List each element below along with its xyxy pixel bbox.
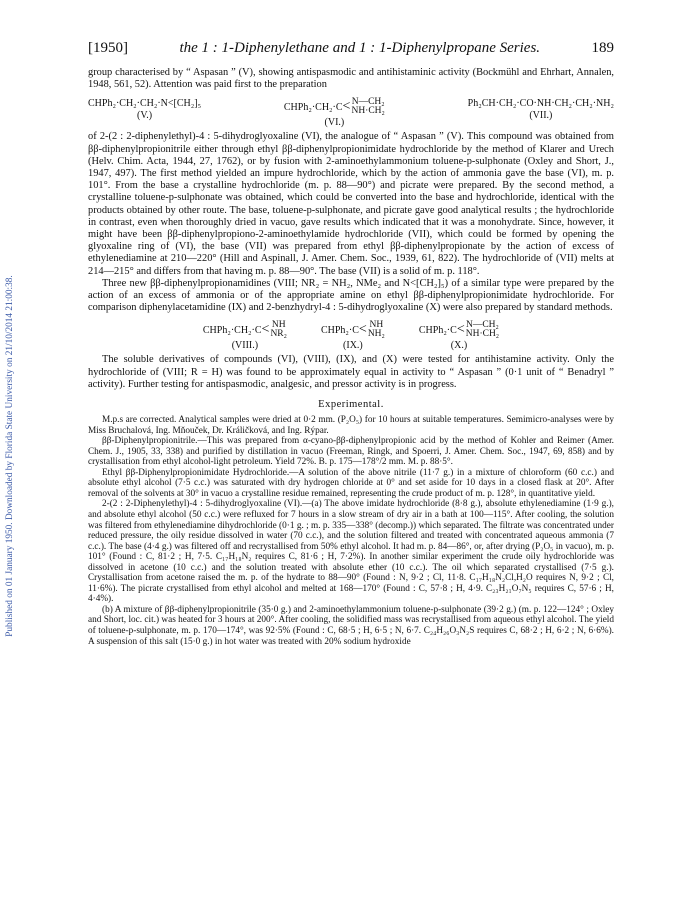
intro-paragraph: group characterised by “ Aspasan ” (V), showing antispasmodic and antihistaminic activity (Bockmühl and Ehrhart, Annalen, 1948, 561, 52). Attention was paid first to the preparation [88, 67, 614, 91]
formula-vi-upper: N—CH₂ [351, 97, 385, 108]
exp-paragraph-glyoxaline-a: 2-(2 : 2-Diphenylethyl)-4 : 5-dihydroglyoxaline (VI).—(a) The above imidate hydrochloride (8·8 g.), absolute ethylenediamine (1·9 g.), and absolute ethyl alcohol (50 c.c.) were refluxed for 7 hours in a slow stream of dry air in a bath at 100—115°. After cooling, the solution was filtered from ethylenediamine dihydrochloride (0·1 g. ; m. p. 335—338° (decomp.)) which separated. The filtrate was concentrated under reduced pressure, the oily residue dissolved in water (70 c.c.), and the solution filtered and treated with concentrated aqueous ammonia (7 c.c.). The base (4·4 g.) was filtered off and recrystallised from 50% ethyl alcohol. It had m. p. 84—86°, or, after drying (P₂O₅ in vacuo), m. p. 101° (Found : C, 81·2 ; H, 7·5. C₁₇H₁₈N₂ requires C, 81·6 ; H, 7·2%). In another similar experiment the crude oily hydrochloride was dissolved in acetone (10 c.c.) and the solution treated with absolute ether (10 c.c.). The oil which separated crystallised (7·5 g.). Crystallisation from acetone raised the m. p. of the hydrate to 88—90° (Found : N, 9·2 ; Cl, 11·8. C₁₇H₁₈N₂Cl,H₂O requires N, 9·2 ; Cl, 11·6%). The picrate crystallised from ethyl alcohol and melted at 168—170° (Found : C, 57·8 ; H, 4·9. C₂₃H₂₁O₇N₅ requires C, 57·6 ; H, 4·4%). [88, 499, 614, 605]
formula-vi-label: (VI.) [324, 117, 345, 129]
formula-ix: CHPh₂·C < NH NH₂ (IX.) [320, 320, 385, 352]
exp-paragraph-nitrile: ββ-Diphenylpropionitrile.—This was prepared from α-cyano-ββ-diphenylpropionic acid by the method of Kohler and Reimer (Amer. Chem. J., 1905, 33, 338) and purified by distillation in vacuo (Freeman, Ringk, and Spoerri, J. Amer. Chem. Soc., 1947, 69, 858) and by crystallisation from ethyl alcohol-light petroleum. Yield 72%. B. p. 175—178°/2 mm. M. p. 88·5°. [88, 436, 614, 468]
formula-x-upper: N—CH₂ [465, 320, 499, 331]
body-paragraph-3: The soluble derivatives of compounds (VI), (VIII), (IX), and (X) were tested for antihistamine activity. Only the hydrochloride of (VIII; R = H) was found to be approximately equal in activity to “ Aspasan ” (0·1 unit of “ Benadryl ” activity). Further testing for antispasmodic, analgesic, and pressor activity is in progress. [88, 354, 614, 390]
formula-vi: CHPh₂·CH₂·C < N—CH₂ NH·CH₂ (VI.) [283, 97, 385, 129]
formula-ix-upper: NH [369, 320, 384, 331]
formula-ix-label: (IX.) [343, 340, 363, 352]
formula-row-2 [88, 321, 614, 351]
formula-viii-lower: NR₂ [270, 329, 287, 340]
formula-vii [468, 98, 614, 121]
formula-x-label: (X.) [450, 340, 468, 352]
formula-v [88, 98, 201, 121]
formula-viii-upper: NH [271, 320, 286, 331]
exp-paragraph-general: M.p.s are corrected. Analytical samples were dried at 0·2 mm. (P₂O₅) for 10 hours at suitable temperatures. Semimicro-analyses were by Miss Bruchalová, Ing. Mňouček, Dr. Králičková, and Ing. Rýpar. [88, 415, 614, 436]
formula-viii-label: (VIII.) [231, 340, 259, 352]
exp-paragraph-imidate: Ethyl ββ-Diphenylpropionimidate Hydrochloride.—A solution of the above nitrile (11·7 g.) in a mixture of chloroform (60 c.c.) and absolute ethyl alcohol (7·5 c.c.) was saturated with dry hydrogen chloride at 0° and set aside for 10 days in a closed flask at 20°. After removal of the solvents at 30° in vacuo a crystalline residue remained, representing the crude product of m. p. 128°, in quantitative yield. [88, 467, 614, 499]
download-notice-text: Published on 01 January 1950. Downloaded by Florida State University on 21/10/2014 21:00:38. [5, 275, 15, 637]
body-paragraph-1: of 2-(2 : 2-diphenylethyl)-4 : 5-dihydroglyoxaline (VI), the analogue of “ Aspasan ” (V). This compound was obtained from ββ-diphenylpropionitrile either through ethyl ββ-diphenylpropionimidate hydrochloride by the method of Klarer and Urech (Helv. Chim. Acta, 1944, 27, 1762), or by fusion with 2-aminoethylammonium toluene-p-sulphonate (Oxley and Short, J., 1947, 497). The first method yielded an impure hydrochloride, which by the action of ammonia gave the base (VI), m. p. 101°. From the base a crystalline hydrochloride (m. p. 88—90°) and picrate were prepared. By the second method, a crystalline toluene-p-sulphonate was obtained, which could be converted into the base and hydrochloride, identical with the products obtained by other route. The base, toluene-p-sulphonate, and picrate gave good analytical results ; the hydrochloride in contrast, even when thoroughly dried in vacuo, gave results which indicated that it was a monohydrate. Since, however, it might have been ββ-diphenylpropiono-2-aminoethylamide hydrochloride (VII), which could be formed by opening the glyoxaline ring of (VI), the base (VII) was prepared from ethyl ββ-diphenylpropionate by the action of excess of ethylenediamine at 210—220° (Hill and Aspinall, J. Amer. Chem. Soc., 1939, 61, 822). The hydrochloride of (VII) melts at 214—215° and differs from that having m. p. 88—90°. The base (VII) is a solid of m. p. 118°. [88, 131, 614, 277]
formula-viii-left: CHPh₂·CH₂·C [202, 324, 262, 336]
formula-ix-left: CHPh₂·C [320, 324, 359, 336]
formula-vii-label: (VII.) [529, 110, 553, 122]
exp-paragraph-glyoxaline-b: (b) A mixture of ββ-diphenylpropionitrile (35·0 g.) and 2-aminoethylammonium toluene-p-sulphonate (39·2 g.) (m. p. 122—124° ; Oxley and Short, loc. cit.) was heated for 3 hours at 200°. After cooling, the solidified mass was recrystallised from aqueous ethyl alcohol. The yield of toluene-p-sulphonate, m. p. 170—174°, was 92·5% (Found : C, 68·5 ; H, 6·5 ; N, 6·7. C₂₄H₂₆O₃N₂S requires C, 68·2 ; H, 6·2 ; N, 6·6%). A suspension of this salt (15·0 g.) in hot water was treated with 20% sodium hydroxide [88, 604, 614, 647]
formula-v-label: (V.) [136, 110, 153, 122]
formula-row-1 [88, 98, 614, 128]
formula-x-lower: NH·CH₂ [465, 329, 500, 340]
formula-vi-left: CHPh₂·CH₂·C [283, 101, 343, 113]
section-heading-experimental: Experimental. [318, 399, 384, 411]
formula-viii: CHPh₂·CH₂·C < NH NR₂ (VIII.) [202, 320, 287, 352]
formula-x-left: CHPh₂·C [418, 324, 457, 336]
header-year: [1950] [88, 40, 128, 56]
formula-vii-text: Ph₂CH·CH₂·CO·NH·CH₂·CH₂·NH₂ [467, 98, 614, 110]
running-header [88, 40, 614, 57]
journal-page [88, 40, 614, 647]
formula-x: CHPh₂·C < N—CH₂ NH·CH₂ (X.) [418, 320, 500, 352]
body-paragraph-2: Three new ββ-diphenylpropionamidines (VIII; NR₂ = NH₂, NMe₂ and N<[CH₂]₅) of a similar type were prepared by the action of an excess of ammonia or of the appropriate amine on ethyl ββ-diphenylpropionimidate hydrochloride. For comparison diphenylacetamidine (IX) and 2-benzhydryl-4 : 5-dihydroglyoxaline (X) were also prepared by standard methods. [88, 277, 614, 314]
formula-ix-lower: NH₂ [367, 329, 385, 340]
download-notice [0, 0, 24, 912]
header-title: the 1 : 1-Diphenylethane and 1 : 1-Diphenylpropane Series. [179, 40, 541, 56]
page-number: 189 [591, 40, 614, 56]
formula-v-text: CHPh₂·CH₂·CH₂·N<[CH₂]₅ [88, 98, 202, 110]
formula-vi-lower: NH·CH₂ [351, 106, 385, 117]
